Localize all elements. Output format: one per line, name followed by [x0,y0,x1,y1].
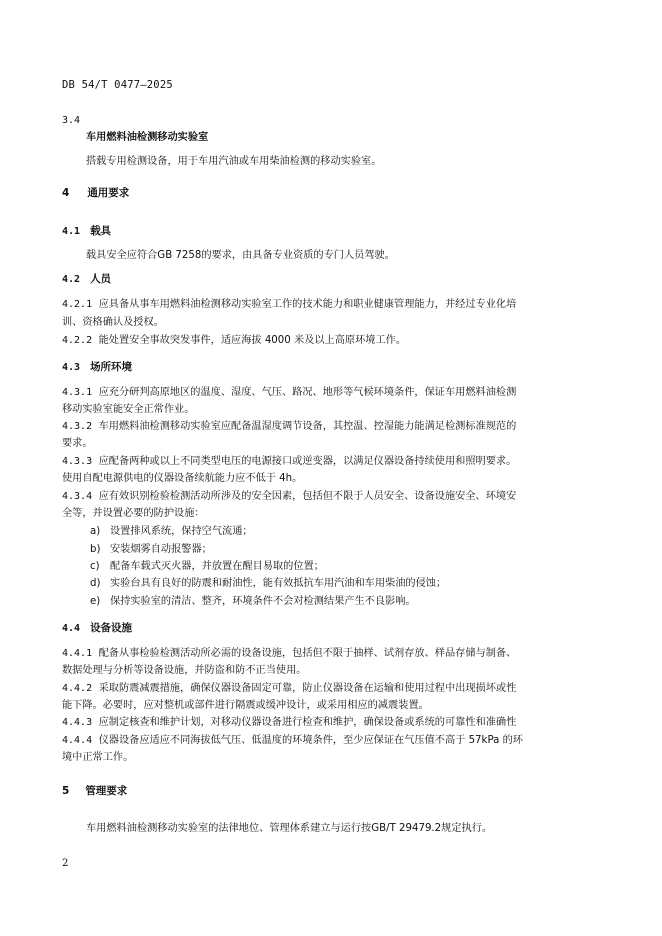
clause-number: 4.4.4 [62,735,93,746]
clause-line: 应有效识别检验检测活动所涉及的安全因素，包括但不限于人员安全、设备设施安全、环境安 [98,491,517,502]
clause-line: 应配备两种或以上不同类型电压的电源接口或逆变器，以满足仪器设备持续使用和照明要求。 [98,456,517,467]
clause-4-3-heading [62,361,132,374]
clause-line: 能处置安全事故突发事件，适应海拔 4000 米及以上高原环境工作。 [98,335,407,346]
list-item [90,560,324,573]
clause-4-4-4 [62,734,523,747]
clause-number: 4.4 [62,623,81,634]
clause-4-4-4-cont: 境中正常工作。 [62,752,134,763]
term-definition: 搭载专用检测设备，用于车用汽油或车用柴油检测的移动实验室。 [86,156,382,167]
list-item [90,577,446,590]
list-text: 安装烟雾自动报警器； [110,544,212,555]
clause-number: 4.3.1 [62,387,93,398]
list-marker: d) [90,578,101,589]
list-marker: b) [90,544,101,555]
clause-number: 4.3.3 [62,456,93,467]
list-item [90,595,416,608]
list-marker: a) [90,526,101,537]
clause-number: 4.3.2 [62,421,93,432]
clause-4-2-1 [62,298,608,311]
section-title: 通用要求 [87,187,130,199]
clause-number: 4.4.2 [62,683,93,694]
section-number: 4 [62,187,70,199]
section-5-heading [62,785,127,798]
clause-4-4-2 [62,682,516,695]
clause-4-4-3 [62,716,516,729]
section-number: 5 [62,785,70,797]
clause-4-4-1 [62,647,516,660]
clause-title: 人员 [90,273,112,285]
clause-number: 4.3 [62,362,81,373]
clause-line: 应具备从事车用燃料油检测移动实验室工作的技术能力和职业健康管理能力，并经过专业化培 [98,299,517,310]
clause-number: 4.4.3 [62,717,93,728]
clause-number: 4.3.4 [62,491,93,502]
page-number: 2 [62,858,69,869]
clause-4-3-3-cont: 使用自配电源供电的仪器设备续航能力应不低于 4h。 [62,473,303,484]
list-item [90,543,212,556]
list-text: 保持实验室的清洁、整齐，环境条件不会对检测结果产生不良影响。 [110,596,416,607]
clause-4-4-heading [62,622,132,635]
section-title: 管理要求 [85,785,128,797]
clause-title: 场所环境 [90,361,133,373]
list-text: 配备车载式灭火器，并放置在醒目易取的位置； [110,561,324,572]
clause-line: 应充分研判高原地区的温度、湿度、气压、路况、地形等气候环境条件，保证车用燃料油检测 [98,387,517,398]
clause-line: 配备从事检验检测活动所必需的设备设施，包括但不限于抽样、试剂存放、样品存储与制备、 [98,648,517,659]
term-title: 车用燃料油检测移动实验室 [86,132,209,143]
clause-title: 载具 [90,225,112,237]
clause-line: 采取防震减震措施，确保仪器设备固定可靠，防止仪器设备在运输和使用过程中出现损坏或性 [98,683,517,694]
clause-number: 4.2.1 [62,299,93,310]
clause-number: 4.2.2 [62,335,93,346]
list-text: 实验台具有良好的防震和耐油性，能有效抵抗车用汽油和车用柴油的侵蚀； [110,578,447,589]
clause-4-2-2 [62,334,406,347]
list-item [90,525,253,538]
clause-number: 4.2 [62,274,81,285]
clause-4-4-1-cont: 数据处理与分析等设备设施，并防盗和防不正当使用。 [62,665,307,676]
section-5-text: 车用燃料油检测移动实验室的法律地位、管理体系建立与运行按GB/T 29479.2规定执行。 [86,823,493,834]
document-code: DB 54/T 0477—2025 [62,79,173,91]
clause-4-1-text: 载具安全应符合GB 7258的要求，由具备专业资质的专门人员驾驶。 [86,250,395,261]
clause-4-3-2-cont: 要求。 [62,438,93,449]
clause-4-1-heading [62,225,111,238]
clause-4-3-1 [62,386,516,399]
section-4-heading [62,187,129,200]
clause-number-3-4: 3.4 [62,115,81,126]
clause-4-2-1-cont: 训、资格确认及授权。 [62,317,164,328]
clause-4-2-heading [62,273,111,286]
list-marker: e) [90,596,101,607]
clause-line: 车用燃料油检测移动实验室应配备温湿度调节设备，其控温、控湿能力能满足检测标准规范的 [98,421,517,432]
clause-4-3-2 [62,420,516,433]
clause-4-3-3 [62,455,516,468]
list-text: 设置排风系统，保持空气流通； [110,526,253,537]
clause-title: 设备设施 [90,622,133,634]
clause-line: 仪器设备应适应不同海拔低气压、低温度的环境条件，至少应保证在气压值不高于 57kPa 的环 [98,735,523,746]
clause-4-3-1-cont: 移动实验室能安全正常作业。 [62,404,195,415]
clause-4-4-2-cont: 能下降。必要时，应对整机或部件进行隔震或缓冲设计，或采用相应的减震装置。 [62,700,429,711]
clause-number: 4.1 [62,226,81,237]
clause-line: 应制定核查和维护计划，对移动仪器设备进行检查和维护，确保设备或系统的可靠性和准确性 [98,717,517,728]
clause-4-3-4-cont: 全等，并设置必要的防护设施： [62,508,205,519]
clause-number: 4.4.1 [62,648,93,659]
list-marker: c) [90,561,100,572]
clause-4-3-4 [62,490,516,503]
